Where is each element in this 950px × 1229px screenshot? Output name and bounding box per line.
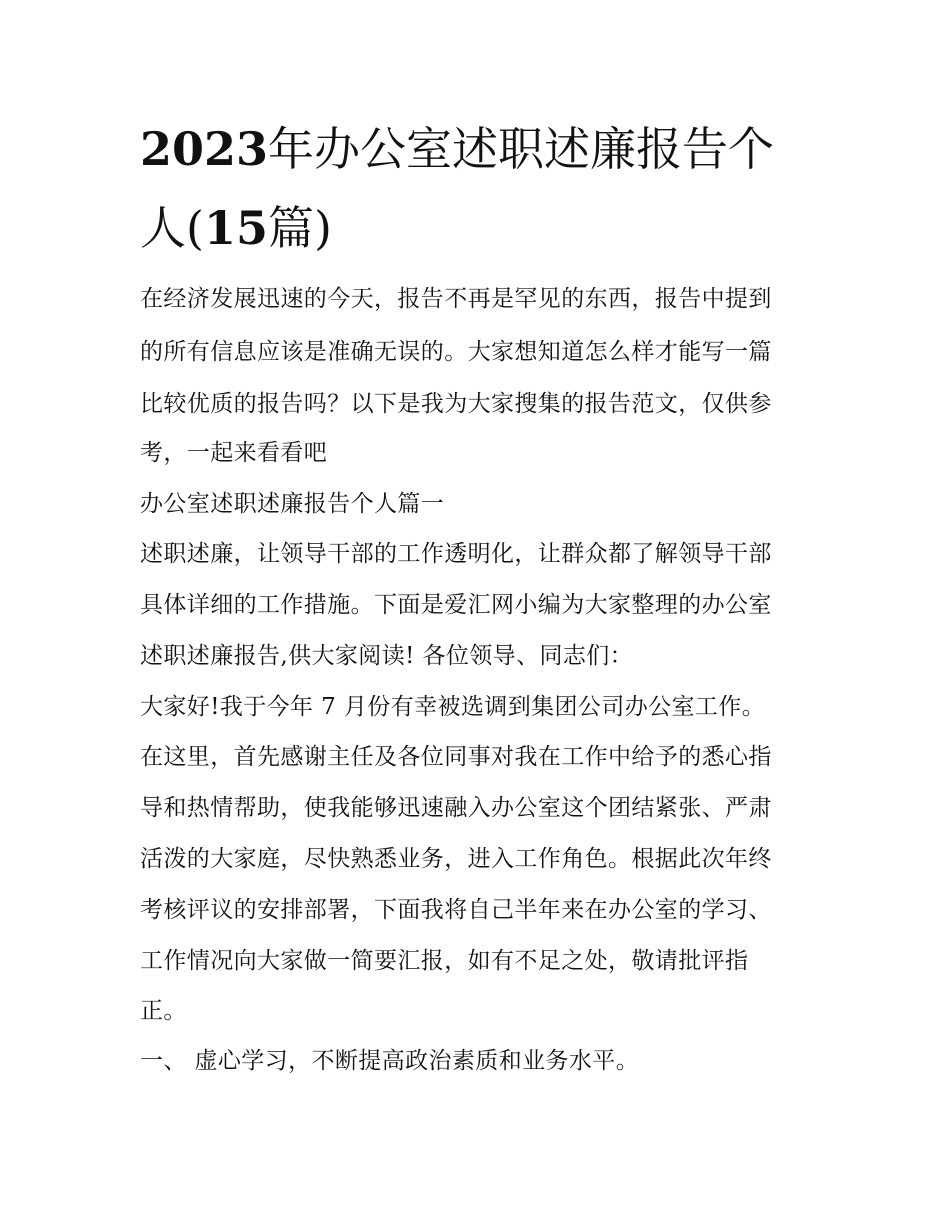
body-line: 在经济发展迅速的今天，报告不再是罕见的东西，报告中提到 [140,286,772,312]
document-title-line-1 [140,121,830,177]
title-text-2a: 人( [140,201,204,255]
body-line: 比较优质的报告吗？以下是我为大家搜集的报告范文，仅供参 [140,391,772,417]
title-count: 15 [203,201,268,255]
body-line: 活泼的大家庭，尽快熟悉业务，进入工作角色。根据此次年终 [140,846,772,872]
title-year: 2023 [140,122,269,176]
body-line: 正。 [140,998,187,1024]
document-title-line-2 [140,200,830,256]
body-line: 大家好!我于今年 7 月份有幸被选调到集团公司办公室工作。 [140,694,766,720]
body-line: 在这里，首先感谢主任及各位同事对我在工作中给予的悉心指 [140,744,772,770]
body-line: 导和热情帮助，使我能够迅速融入办公室这个团结紧张、严肃 [140,795,772,821]
body-line: 考，一起来看看吧 [140,440,328,466]
list-heading: 一、 虚心学习，不断提高政治素质和业务水平。 [140,1048,640,1074]
body-line: 述职述廉报告,供大家阅读! 各位领导、同志们： [140,643,634,669]
title-text-1: 年办公室述职述廉报告个 [268,122,775,176]
section-heading: 办公室述职述廉报告个人篇一 [140,491,445,517]
body-line: 述职述廉，让领导干部的工作透明化，让群众都了解领导干部 [140,541,772,567]
title-text-2b: 篇) [267,201,332,255]
body-line: 考核评议的安排部署，下面我将自己半年来在办公室的学习、 [140,897,772,923]
body-line: 具体详细的工作措施。下面是爱汇网小编为大家整理的办公室 [140,592,772,618]
body-line: 的所有信息应该是准确无误的。大家想知道怎么样才能写一篇 [140,339,772,365]
body-line: 工作情况向大家做一简要汇报，如有不足之处，敬请批评指 [140,948,749,974]
